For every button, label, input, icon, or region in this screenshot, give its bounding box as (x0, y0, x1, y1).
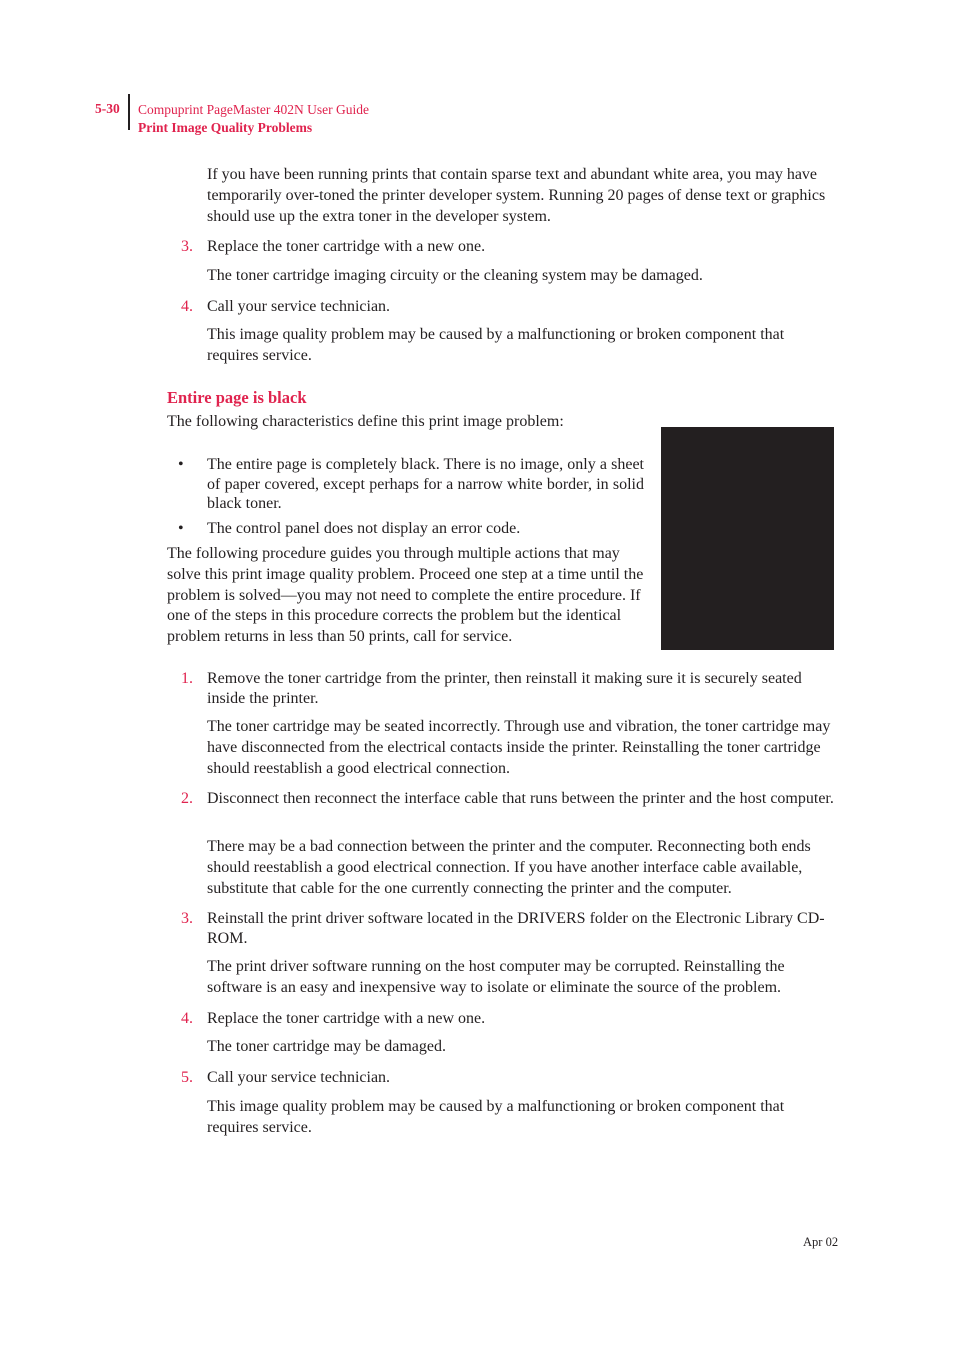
step-number: 1. (181, 670, 193, 687)
step-action: Disconnect then reconnect the interface cable that runs between the printer and the host computer. (207, 790, 834, 807)
bullet-marker: • (178, 456, 184, 473)
black-page-sample-image (661, 427, 834, 650)
step-number: 5. (181, 1069, 193, 1086)
section-heading: Entire page is black (167, 388, 307, 407)
step-explanation: This image quality problem may be caused by a malfunctioning or broken component that requires service. (207, 326, 785, 364)
step-action: Remove the toner cartridge from the printer, then reinstall it making sure it is securely seated inside the printer. (207, 670, 802, 707)
page-number: 5-30 (95, 101, 120, 116)
step-number: 2. (181, 790, 193, 807)
step-action: Call your service technician. (207, 1069, 391, 1086)
step-explanation: There may be a bad connection between the printer and the computer. Reconnecting both ends should reestablish a good electrical connection. If you have another interface cable available, substitute that cable for the one currently connecting the printer and the computer. (207, 838, 811, 897)
bullet-item: The entire page is completely black. There is no image, only a sheet of paper covered, except perhaps for a narrow white border, in solid black toner. (207, 456, 644, 512)
step-explanation: The toner cartridge imaging circuity or the cleaning system may be damaged. (207, 267, 703, 284)
procedure-intro: The following procedure guides you through multiple actions that may solve this print image quality problem. Proceed one step at a time until the problem is solved—you may not need to complete the entire procedure. If one of the steps in this procedure corrects the problem but the identical problem returns in less than 50 prints, call for service. (167, 545, 644, 646)
bullet-item: The control panel does not display an error code. (207, 520, 521, 537)
intro-paragraph: If you have been running prints that contain sparse text and abundant white area, you may have temporarily over-toned the printer developer system. Running 20 pages of dense text or graphics should use up the extra toner in the developer system. (207, 166, 826, 225)
step-number: 3. (181, 238, 193, 255)
bullet-marker: • (178, 520, 184, 537)
footer-date: Apr 02 (803, 1235, 839, 1249)
step-number: 4. (181, 298, 193, 315)
step-action: Replace the toner cartridge with a new one. (207, 238, 486, 255)
step-number: 4. (181, 1010, 193, 1027)
step-number: 3. (181, 910, 193, 927)
guide-title: Compuprint PageMaster 402N User Guide (138, 102, 369, 117)
step-explanation: The print driver software running on the host computer may be corrupted. Reinstalling the software is an easy and inexpensive way to isolate or eliminate the source of the problem. (207, 958, 785, 996)
step-explanation: The toner cartridge may be damaged. (207, 1038, 446, 1055)
step-explanation: This image quality problem may be caused by a malfunctioning or broken component that requires service. (207, 1098, 785, 1136)
section-title: Print Image Quality Problems (138, 120, 313, 135)
section-intro: The following characteristics define this print image problem: (167, 413, 564, 430)
step-explanation: The toner cartridge may be seated incorrectly. Through use and vibration, the toner cartridge may have disconnected from the electrical contacts inside the printer. Reinstalling the toner cartridge should reestablish a good electrical connection. (207, 718, 831, 777)
step-action: Replace the toner cartridge with a new one. (207, 1010, 486, 1027)
running-header (138, 101, 369, 137)
step-action: Reinstall the print driver software located in the DRIVERS folder on the Electronic Library CD-ROM. (207, 910, 825, 947)
step-action: Call your service technician. (207, 298, 391, 315)
header-divider (128, 94, 130, 130)
